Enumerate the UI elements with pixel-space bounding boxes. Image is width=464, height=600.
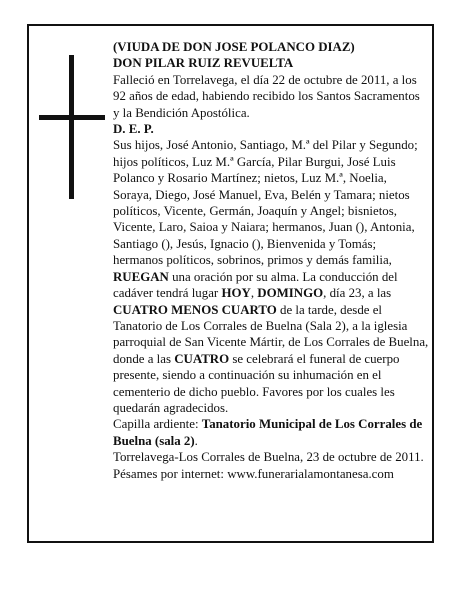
- comma-separator: ,: [250, 286, 258, 301]
- ruegan-word: RUEGAN: [113, 269, 169, 284]
- capilla-place: Tanatorio Municipal de Los Corrales de Buelna (sala 2): [113, 417, 423, 448]
- date-text: , día 23, a las: [323, 286, 392, 301]
- hoy-word: HOY: [221, 286, 251, 301]
- header-widow-of: (VIUDA DE DON JOSE POLANCO DIAZ): [113, 40, 355, 54]
- cross-vertical-bar: [69, 55, 74, 199]
- capilla-label: Capilla ardiente:: [113, 417, 202, 432]
- condolences-line: Pésames por internet: www.funerarialamontanesa.com: [113, 466, 394, 481]
- hour-text: CUATRO MENOS CUARTO: [113, 302, 277, 317]
- notice-text: [113, 39, 429, 482]
- cuatro-word: CUATRO: [174, 351, 230, 366]
- family-list: Sus hijos, José Antonio, Santiago, M.ª del Pilar y Segundo; hijos políticos, Luz M.ª García, Pilar Burgui, José Luis Polanco y Rosario Martínez; nietos, Luz M.ª, Noelia, Soraya, Diego, José Manuel, Eva, Belén y Tamara; nietos políticos, Vicente, Germán, Joaquín y Angel; bisnietos, Vicente, Laro, Saioa y Naiara; hermanos, Juan (), Antonia, Santiago (), Jesús, Ignacio (), Bienvenida y Tomás; hermanos políticos, sobrinos, primos y demás familia,: [113, 138, 418, 268]
- capilla-ardiente: [113, 416, 429, 449]
- cross-icon: [39, 55, 117, 199]
- obituary-notice: [27, 24, 434, 543]
- ruegan-text: una oración por su alma. La conducción del cadáver tendrá lugar: [113, 269, 398, 301]
- domingo-word: DOMINGO: [257, 286, 324, 301]
- place-date: Torrelavega-Los Corrales de Buelna, 23 de octubre de 2011.: [113, 450, 424, 465]
- funeral-text: se celebrará el funeral de cuerpo presente, siendo a continuación su inhumación en el cementerio de dicho pueblo. Favores por los cuales les quedarán agradecidos.: [113, 351, 400, 415]
- location-text: de la tarde, desde el Tanatorio de Los Corrales de Buelna (Sala 2), a la iglesia parroquial de San Vicente Mártir, de Los Corrales de Buelna, donde a las: [113, 302, 429, 366]
- dep-line: D. E. P.: [113, 122, 154, 137]
- ceremony-paragraph: [113, 269, 429, 417]
- cross-horizontal-bar: [39, 115, 105, 120]
- capilla-end: .: [194, 433, 198, 448]
- death-info: Falleció en Torrelavega, el día 22 de octubre de 2011, a los 92 años de edad, habiendo recibido los Santos Sacramentos y la Bendición Apostólica.: [113, 72, 420, 120]
- header-deceased-name: DON PILAR RUIZ REVUELTA: [113, 56, 294, 71]
